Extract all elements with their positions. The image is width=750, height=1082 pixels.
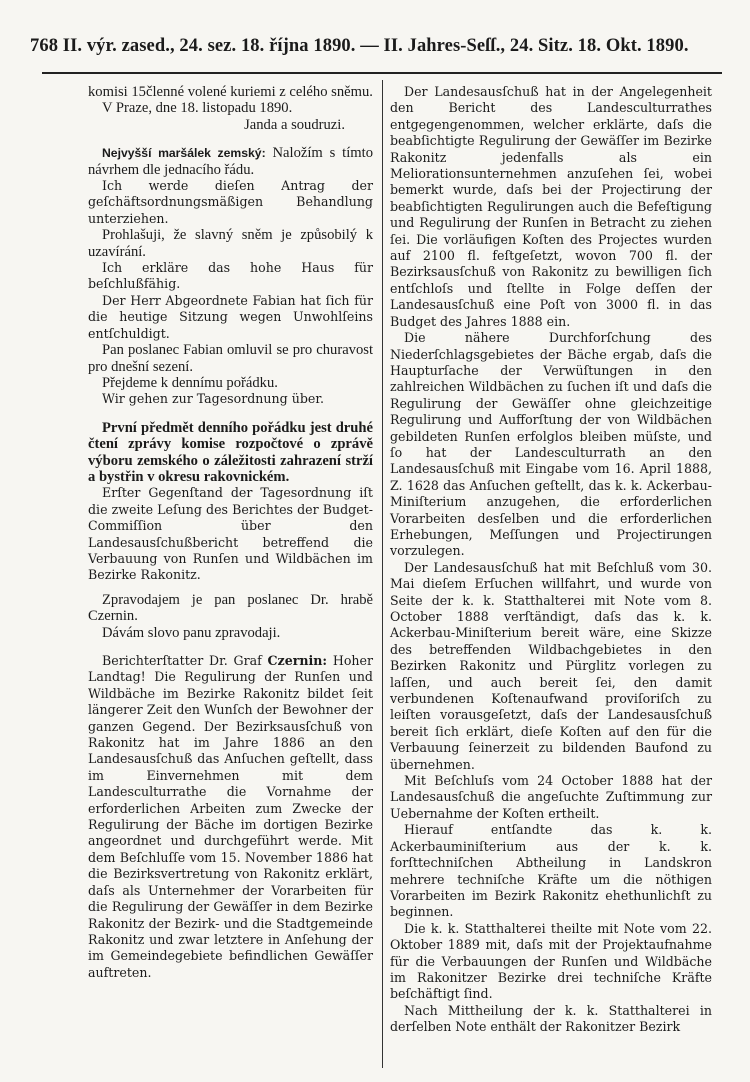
marshal-text: Naložím s tímto návrhem dle jednacího řádu. [88, 145, 373, 178]
floor-given: Dávám slovo panu zpravodaji. [102, 624, 281, 641]
paragraph-r2: Die nähere Durchforſchung des Niederſchlagsgebietes der Bäche ergab, daſs die Haupturſache der Verwüſtungen in den zahlreichen Wildbächen zu ſuchen iſt und daſs die Regulirung der Gewäſſer ohne gleichzeitige Regulirung und Aufforſtung der von Wildbächen gebildeten Runſen erfolglos bleiben müſste, und ſo hat der Landesculturrath an den Landesausſchuß mit Eingabe vom 16. April 1888, Z. 1628 das Anſuchen geſtellt, das k. k. Ackerbau-Miniſterium anzugehen, die erforderlichen Vorarbeiten desſelben und die erforderlichen Erhebungen, Meſſungen und Projectirungen vorzulegen. [390, 330, 712, 559]
marshal-statement [88, 145, 373, 178]
first-item-cz: První předmět denního pořádku jest druhé čtení zprávy komise rozpočtové o zprávě výboru zemského o záležitosti zahrazení strží a bystřin v okresu rakovnickém. [88, 419, 373, 485]
paragraph-r6: Die k. k. Statthalterei theilte mit Note vom 22. Oktober 1889 mit, daſs mit der Projektaufnahme für die Verbauungen der Runſen und Wildbäche im Rakonitzer Bezirke drei techniſche Kräfte beſchäftigt ſind. [390, 920, 712, 1002]
header-rule [42, 72, 722, 74]
speaker-marshal: Nejvyšší maršálek zemský: [102, 146, 266, 161]
paragraph-r3: Der Landesausſchuß hat mit Beſchluß vom 30. Mai dieſem Erſuchen willfahrt, und wurde von Seite der k. k. Statthalterei mit Note vom 8. October 1888 verſtändigt, daſs das k. k. Ackerbau-Miniſterium bereit wäre, eine Skizze des betreffenden Wildbachgebietes in den Bezirken Rakonitz und Pürglitz vorlegen zu laſſen, und auch bereit ſei, den damit verbundenen Koſtenaufwand proviſoriſch zu leiſten vorausgeſetzt, daſs der Landesausſchuß bereit ſich erklärt, dieſe Koſten auf den für die Verbauung ſeinerzeit zu bildenden Baufond zu übernehmen. [390, 559, 712, 772]
column-divider [382, 80, 383, 1068]
german-procedure: Ich werde dieſen Antrag der geſchäftsordnungsmäßigen Behandlung unterziehen. [88, 178, 373, 226]
rapporteur-cz: Zpravodajem je pan poslanec Dr. hrabě Czernin. [88, 591, 373, 625]
left-column [88, 84, 373, 981]
quorum-cz: Prohlašuji, že slavný sněm je způsobilý k uzavírání. [88, 227, 373, 260]
signatories: Janda a soudruzi. [244, 116, 345, 133]
agenda-cz: Přejdeme k dennímu pořádku. [102, 374, 278, 391]
paragraph-r1: Der Landesausſchuß hat in der Angelegenheit den Bericht des Landesculturrathes entgegengenommen, welcher erklärte, daſs die beabſichtigte Regulirung der Gewäſſer im Bezirke Rakonitz jedenfalls als ein Meliorationsunternehmen anzuſehen ſei, wobei bemerkt wurde, daſs bei der Projectirung der beabſichtigten Regulirungen auch die Befeſtigung und Regulirung der Runſen in Betracht zu ziehen ſei. Die vorläufigen Koſten des Projectes wurden auf 2100 fl. feſtgeſetzt, wovon 700 fl. der Bezirksausſchuß von Rakonitz zu bewilligen ſich entſchloſs und ſtellte in Folge deſſen der Landesausſchuß eine Poſt von 3000 fl. in das Budget des Jahres 1888 ein. [390, 84, 712, 329]
quorum-de: Ich erkläre das hohe Haus für beſchlußfähig. [88, 260, 373, 292]
rapporteur-report [88, 653, 373, 981]
first-item-de: Erſter Gegenſtand der Tagesordnung iſt die zweite Leſung des Berichtes der Budget-Commiſſion über den Landesausſchußbericht betreffend die Verbauung von Runſen und Wildbächen im Bezirke Rakonitz. [88, 485, 373, 583]
rapporteur-text: Hoher Landtag! Die Regulirung der Runſen und Wildbäche im Bezirke Rakonitz bildet ſeit längerer Zeit den Wunſch der Bewohner der ganzen Gegend. Der Bezirksausſchuß von Rakonitz hat im Jahre 1886 an den Landesausſchuß das Anſuchen geſtellt, dass im Einvernehmen mit dem Landesculturrathe die Vornahme der erforderlichen Arbeiten zum Zwecke der Regulirung der Bäche im dortigen Bezirke angeordnet und durchgeführt werde. Mit dem Beſchluſſe vom 15. November 1886 hat die Bezirksvertretung von Rakonitz erklärt, daſs als Unternehmer der Vorarbeiten für die Regulirung der Gewäſſer in dem Bezirke Rakonitz der Bezirk- und die Stadtgemeinde Rakonitz und zwar letztere in Anſehung der im Gemeindegebiete befindlichen Gewäſſer auftreten. [88, 653, 373, 980]
rapporteur-name: Czernin: [267, 653, 328, 668]
paragraph-r5: Hierauf entſandte das k. k. Ackerbauminiſterium aus der k. k. forſttechniſchen Abtheilung in Landskron mehrere techniſche Kräfte um die nöthigen Vorarbeiten im Bezirk Rakonitz ehethunlichſt zu beginnen. [390, 822, 712, 920]
page-header: 768 II. výr. zased., 24. sez. 18. října 1890. — II. Jahres-Seſſ., 24. Sitz. 18. Okt. 1890. [30, 36, 689, 56]
date-line: V Praze, dne 18. listopadu 1890. [102, 100, 293, 117]
agenda-de: Wir gehen zur Tagesordnung über. [102, 391, 324, 407]
right-column [390, 84, 712, 1036]
paragraph-r4: Mit Beſchluſs vom 24 October 1888 hat der Landesausſchuß die angeſuchte Zuſtimmung zur Uebernahme der Koſten ertheilt. [390, 773, 712, 821]
absence-cz: Pan poslanec Fabian omluvil se pro churavost pro dnešní sezení. [88, 342, 373, 375]
absence-de: Der Herr Abgeordnete Fabian hat ſich für die heutige Sitzung wegen Unwohlſeins entſchuldigt. [88, 292, 373, 341]
paragraph-r7: Nach Mittheilung der k. k. Statthalterei in derſelben Note enthält der Rakonitzer Bezirk [390, 1002, 712, 1035]
paragraph-commission: komisi 15členné volené kuriemi z celého sněmu. [88, 84, 373, 100]
rapporteur-lead: Berichterſtatter Dr. Graf [102, 653, 268, 668]
